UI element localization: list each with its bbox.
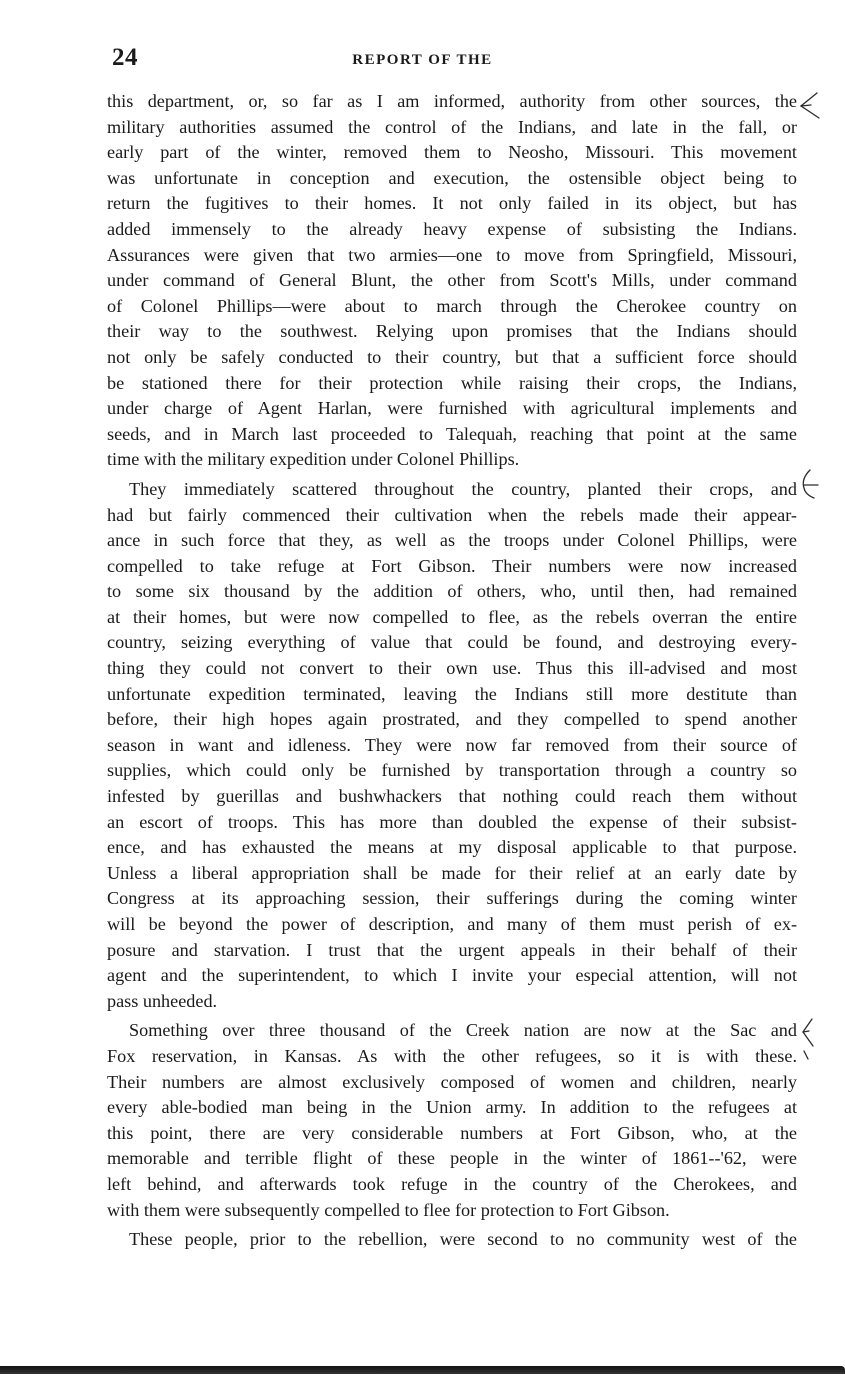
text-line: supplies, which could only be furnished by transportation through a country so [107,760,797,781]
text-line: had but fairly commenced their cultivation when the rebels made their appear- [107,504,797,525]
margin-mark-icon [796,468,826,502]
margin-mark-icon [795,90,825,124]
text-line: memorable and terrible flight of these people in the winter of 1861--'62, were [107,1148,797,1169]
text-line: of Colonel Phillips—were about to march through the Cherokee country on [107,295,797,316]
text-line: Fox reservation, in Kansas. As with the other refugees, so it is with these. [107,1045,797,1066]
page-bottom-edge [0,1366,845,1374]
paragraph [107,1227,797,1253]
text-line: this point, there are very considerable numbers at Fort Gibson, who, at the [107,1122,797,1143]
paragraph [107,89,797,473]
body-text [107,89,797,1253]
text-line: added immensely to the already heavy expense of subsisting the Indians. [107,218,797,239]
text-line: with them were subsequently compelled to flee for protection to Fort Gibson. [107,1199,670,1220]
text-line: unfortunate expedition terminated, leaving the Indians still more destitute than [107,683,797,704]
text-line: Congress at its approaching session, their sufferings during the coming winter [107,888,797,909]
paragraph [107,477,797,1014]
text-line: an escort of troops. This has more than doubled the expense of their subsist- [107,811,797,832]
running-head: REPORT OF THE [352,52,493,68]
page-number: 24 [112,44,138,71]
text-line: left behind, and afterwards took refuge in the country of the Cherokees, and [107,1173,797,1194]
text-line: before, their high hopes again prostrated, and they compelled to spend another [107,709,797,730]
text-line: ence, and has exhausted the means at my disposal applicable to that purpose. [107,837,797,858]
text-line: season in want and idleness. They were now far removed from their source of [107,734,797,755]
text-line: be stationed there for their protection while raising their crops, the Indians, [107,372,797,393]
text-line: These people, prior to the rebellion, were second to no community west of the [129,1229,797,1250]
text-line: not only be safely conducted to their country, but that a sufficient force should [107,346,797,367]
text-line: ance in such force that they, as well as the troops under Colonel Phillips, were [107,530,797,551]
paragraph [107,1018,797,1223]
text-line: They immediately scattered throughout the country, planted their crops, and [129,478,797,499]
text-line: infested by guerillas and bushwhackers that nothing could reach them without [107,786,797,807]
text-line: time with the military expedition under Colonel Phillips. [107,449,520,470]
text-line: was unfortunate in conception and execution, the ostensible object being to [107,167,797,188]
text-line: Assurances were given that two armies—one to move from Springfield, Missouri, [107,244,797,265]
text-line: to some six thousand by the addition of others, who, until then, had remained [107,581,797,602]
text-line: their way to the southwest. Relying upon promises that the Indians should [107,321,797,342]
text-line: seeds, and in March last proceeded to Talequah, reaching that point at the same [107,423,797,444]
text-line: pass unheeded. [107,990,218,1011]
text-line: agent and the superintendent, to which I invite your especial attention, will not [107,965,797,986]
margin-mark-icon [798,1016,822,1062]
text-line: Something over three thousand of the Creek nation are now at the Sac and [129,1020,797,1041]
text-line: military authorities assumed the control of the Indians, and late in the fall, or [107,116,797,137]
text-line: Their numbers are almost exclusively composed of women and children, nearly [107,1071,797,1092]
text-line: thing they could not convert to their own use. Thus this ill-advised and most [107,658,797,679]
text-line: early part of the winter, removed them to Neosho, Missouri. This movement [107,142,797,163]
text-line: Unless a liberal appropriation shall be made for their relief at an early date by [107,862,797,883]
text-line: under charge of Agent Harlan, were furnished with agricultural implements and [107,398,797,419]
text-line: every able-bodied man being in the Union army. In addition to the refugees at [107,1097,797,1118]
text-line: compelled to take refuge at Fort Gibson. Their numbers were now increased [107,555,797,576]
text-line: this department, or, so far as I am informed, authority from other sources, the [107,91,797,111]
text-line: under command of General Blunt, the other from Scott's Mills, under command [107,270,797,291]
text-line: posure and starvation. I trust that the urgent appeals in their behalf of their [107,939,797,960]
text-line: at their homes, but were now compelled to flee, as the rebels overran the entire [107,606,797,627]
text-line: country, seizing everything of value that could be found, and destroying every- [107,632,797,653]
text-line: return the fugitives to their homes. It not only failed in its object, but has [107,193,797,214]
text-line: will be beyond the power of description, and many of them must perish of ex- [107,914,797,934]
